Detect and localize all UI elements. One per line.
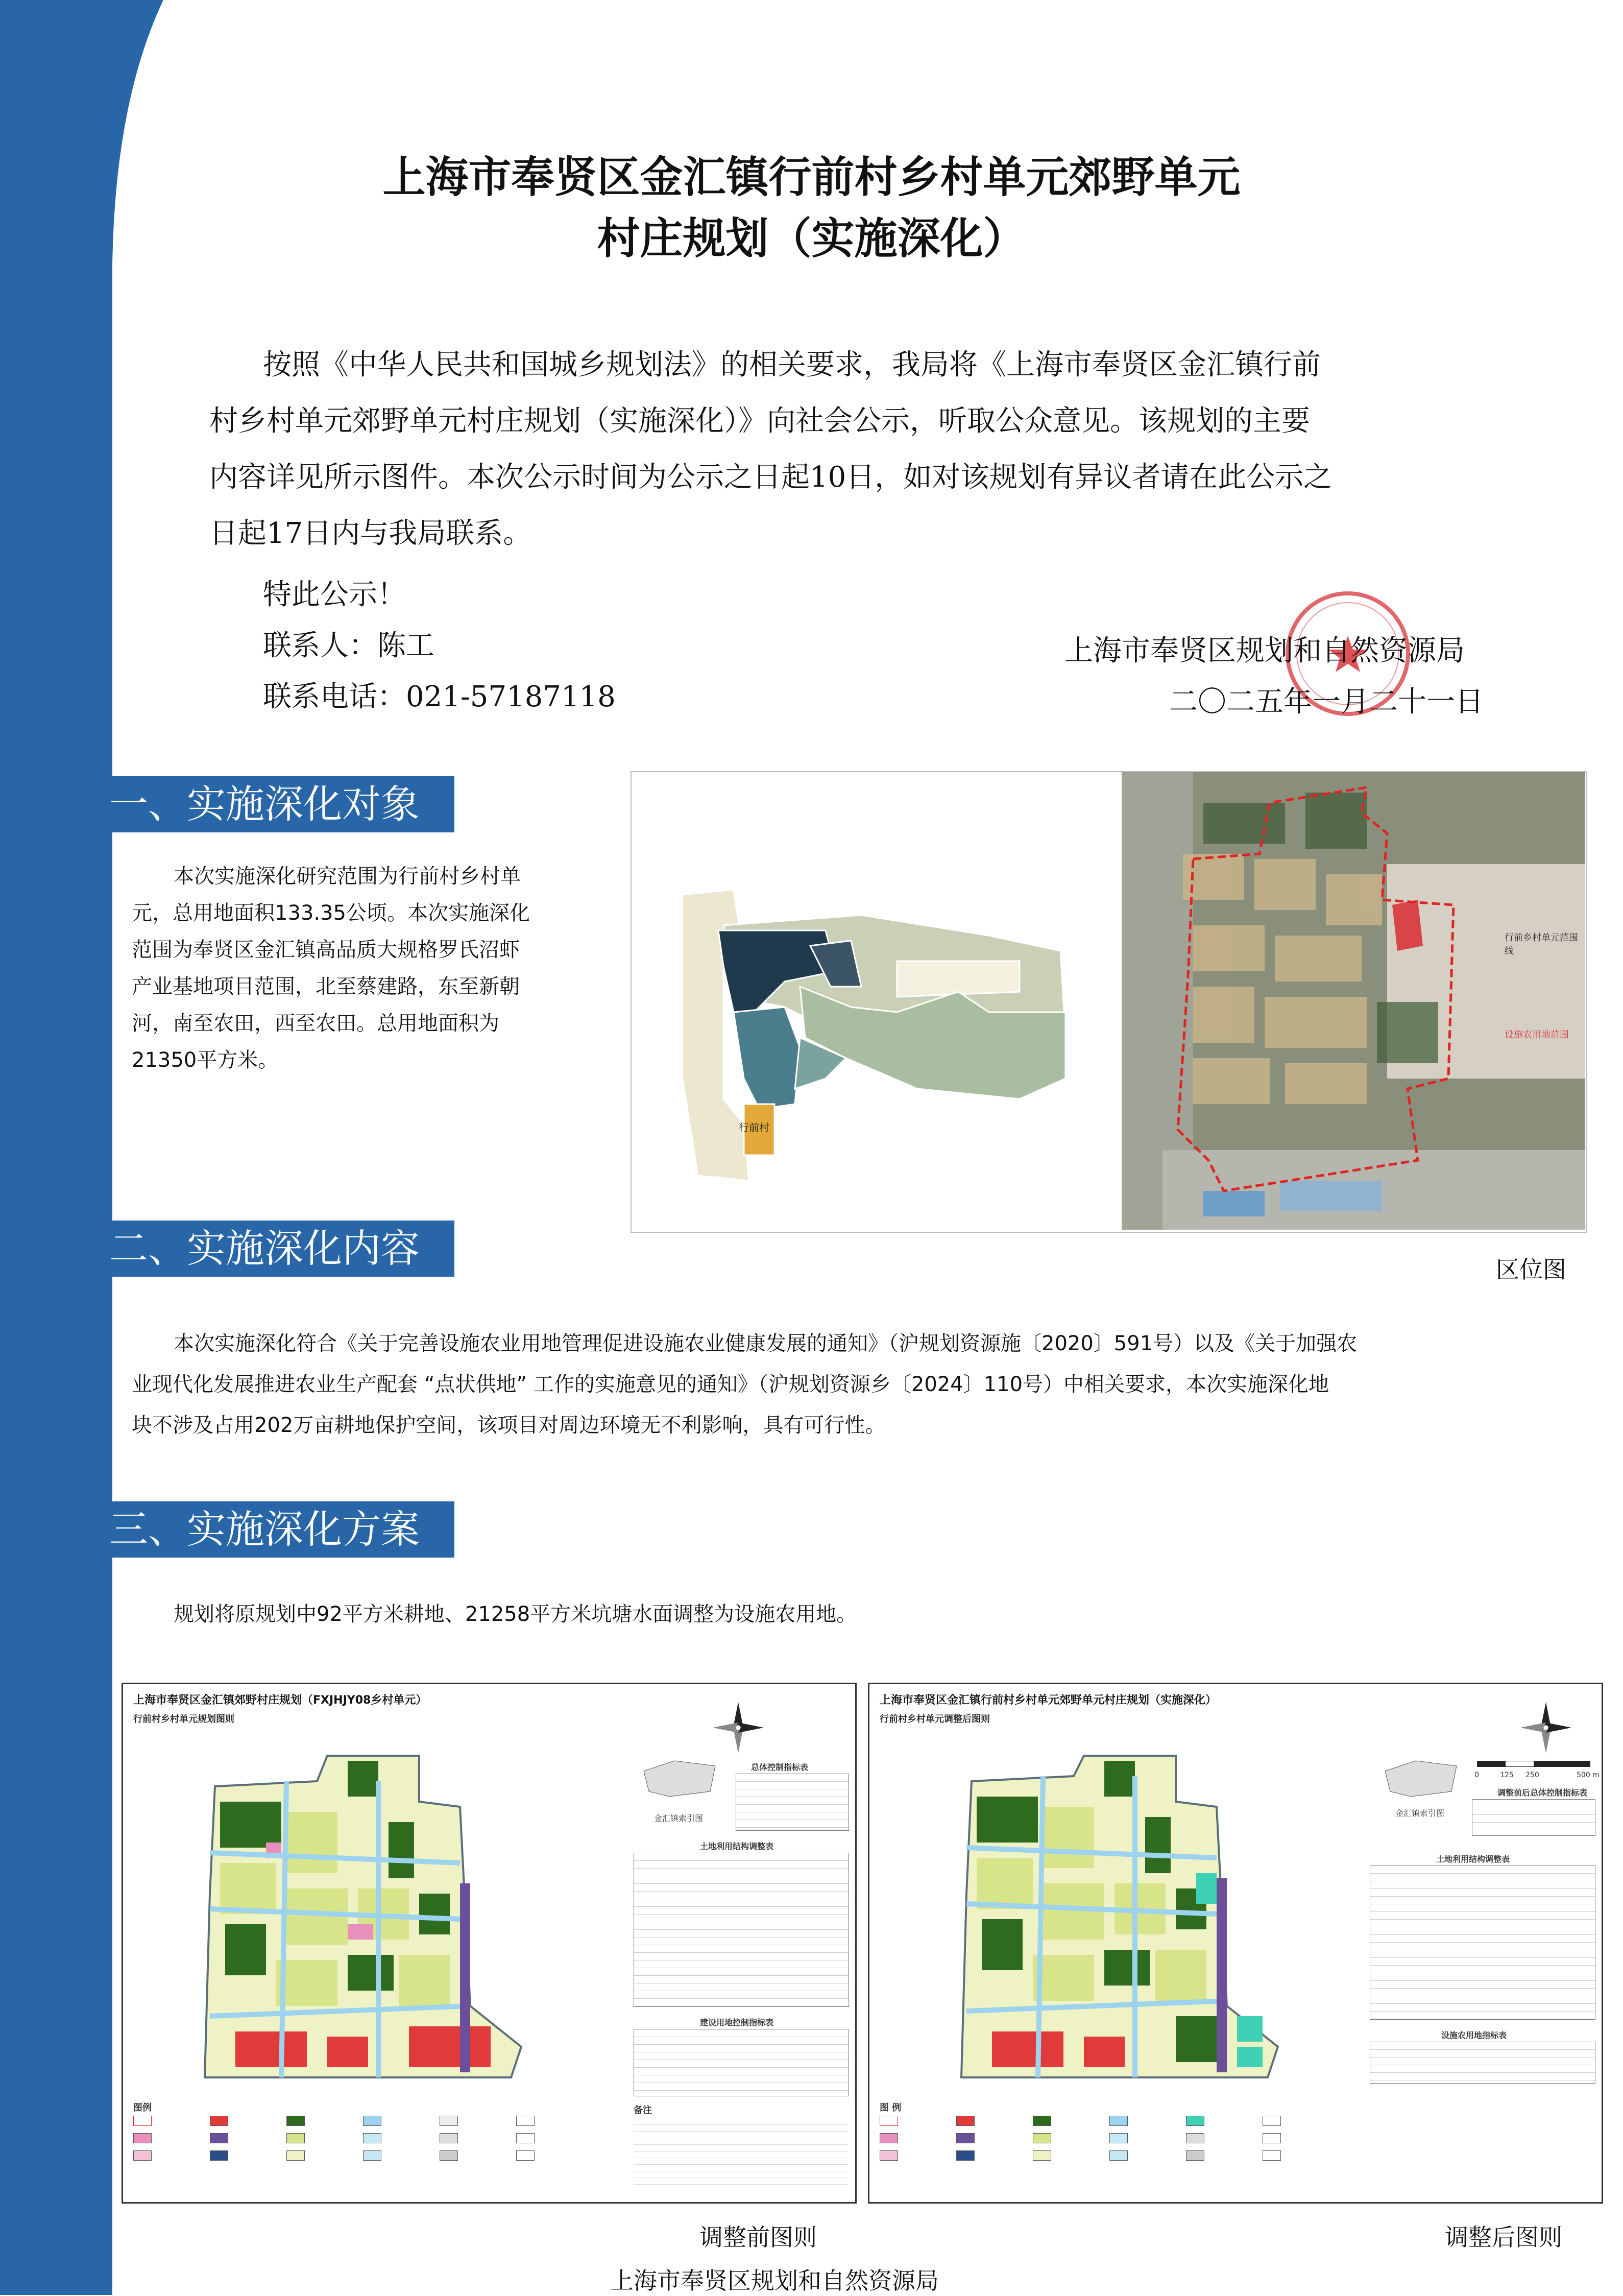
contact-phone: 联系电话：021-57187118: [263, 680, 616, 713]
plan-after-caption: 调整后图则: [1445, 2223, 1562, 2251]
section1-line-5: 河，南至农田，西至农田。总用地面积为: [132, 1012, 499, 1035]
index-map: [639, 1751, 720, 1807]
notice-line-1: 按照《中华人民共和国城乡规划法》的相关要求，我局将《上海市奉贤区金汇镇行前: [263, 348, 1321, 381]
location-map-panel: [631, 771, 1587, 1233]
scale-label-0: 0: [1474, 1771, 1479, 1779]
issue-date: 二〇二五年一月二十一日: [1169, 685, 1484, 719]
plan-before-legend: [133, 2116, 623, 2192]
plan-before-index-label: 金汇镇索引图: [654, 1813, 704, 1823]
section2-line-2: 业现代化发展推进农业生产配套 “点状供地” 工作的实施意见的通知》（沪规划资源乡〔2024〕110号）中相关要求，本次实施深化地: [132, 1373, 1329, 1396]
notice-line-2: 村乡村单元郊野单元村庄规划（实施深化）》向社会公示，听取公众意见。该规划的主要: [209, 404, 1310, 438]
plan-before-notes: 备注: [634, 2105, 652, 2116]
plan-after-table3: [1370, 2042, 1595, 2084]
plan-before-table3: [634, 2029, 849, 2096]
section1-line-6: 21350平方米。: [132, 1048, 279, 1072]
plan-after-subtitle: 行前村乡村单元调整后图则: [880, 1714, 990, 1725]
section2-line-1: 本次实施深化符合《关于完善设施农业用地管理促进设施农业健康发展的通知》（沪规划资源施〔2020〕591号）以及《关于加强农: [174, 1332, 1358, 1355]
plan-after-table2: [1370, 1865, 1595, 2020]
notice-line-4: 日起17日内与我局联系。: [209, 517, 532, 550]
section2-heading: 二、实施深化内容: [92, 1221, 454, 1277]
index-map-after: [1380, 1751, 1462, 1807]
plan-after-table3-title: 设施农用地指标表: [1441, 2030, 1507, 2040]
section2-line-3: 块不涉及占用202万亩耕地保护空间，该项目对周边环境无不利影响，具有可行性。: [132, 1414, 886, 1437]
section3-heading: 三、实施深化方案: [92, 1501, 454, 1558]
issuer-name: 上海市奉贤区规划和自然资源局: [1064, 634, 1465, 667]
plan-after-panel: [868, 1683, 1603, 2204]
section1-heading: 一、实施深化对象: [92, 776, 454, 832]
plan-before-notes-text: [634, 2118, 848, 2190]
section3-line: 规划将原规划中92平方米耕地、21258平方米坑塘水面调整为设施农用地。: [174, 1603, 857, 1626]
plan-before-caption: 调整前图则: [699, 2223, 817, 2251]
notice-special: 特此公示！: [263, 578, 406, 611]
plan-after-index-label: 金汇镇索引图: [1395, 1808, 1445, 1818]
section1-line-4: 产业基地项目范围，北至蔡建路，东至新朝: [132, 975, 520, 998]
footer-issuer: 上海市奉贤区规划和自然资源局: [610, 2267, 939, 2294]
plan-before-table3-title: 建设用地控制指标表: [700, 2018, 774, 2027]
plan-before-table2: [634, 1853, 849, 2007]
notice-line-3: 内容详见所示图件。本次公示时间为公示之日起10日，如对该规划有异议者请在此公示之: [209, 461, 1333, 494]
plan-after-table1: [1472, 1799, 1595, 1836]
plan-after-table1-title: 调整前后总体控制指标表: [1497, 1788, 1588, 1798]
page-title-line2: 村庄规划（实施深化）: [597, 213, 1026, 264]
plan-after-table2-title: 土地利用结构调整表: [1436, 1854, 1510, 1864]
plan-before-table2-title: 土地利用结构调整表: [700, 1841, 774, 1851]
satellite-image: [1122, 772, 1585, 1230]
scale-bar: [1477, 1761, 1590, 1767]
outline-label: 行前乡村单元范围线: [1505, 932, 1578, 956]
north-arrow-icon-after: [1518, 1700, 1574, 1756]
plan-before-panel: [122, 1683, 857, 2204]
section1-line-2: 元，总用地面积133.35公顷。本次实施深化: [132, 901, 530, 925]
plan-before-table1: [736, 1774, 849, 1831]
plan-before-title: 上海市奉贤区金汇镇郊野村庄规划（FXJHJY08乡村单元）: [133, 1694, 427, 1707]
town-map: [632, 772, 1117, 1232]
location-map-caption: 区位图: [1496, 1256, 1566, 1283]
plan-before-map: [133, 1740, 618, 2093]
plan-after-legend: [880, 2116, 1370, 2192]
scale-label-500: 500 m: [1577, 1771, 1600, 1779]
page-title-line1: 上海市奉贤区金汇镇行前村乡村单元郊野单元: [382, 152, 1241, 202]
site-label: 设施农用地范围: [1505, 1030, 1569, 1040]
section1-line-3: 范围为奉贤区金汇镇高品质大规格罗氏沼虾: [132, 938, 520, 962]
plan-after-legend-title: 图 例: [880, 2102, 902, 2113]
scale-label-125: 125: [1500, 1771, 1514, 1779]
contact-person: 联系人：陈工: [263, 629, 434, 662]
scale-label-250: 250: [1525, 1771, 1539, 1779]
plan-before-legend-title: 图例: [133, 2102, 152, 2113]
plan-before-subtitle: 行前村乡村单元规划图则: [133, 1714, 234, 1725]
village-label: 行前村: [739, 1121, 769, 1134]
plan-before-table1-title: 总体控制指标表: [751, 1762, 809, 1772]
section1-line-1: 本次实施深化研究范围为行前村乡村单: [174, 865, 521, 888]
north-arrow-icon: [710, 1700, 766, 1756]
plan-after-map: [880, 1740, 1365, 2093]
plan-after-title: 上海市奉贤区金汇镇行前村乡村单元郊野单元村庄规划（实施深化）: [880, 1694, 1217, 1707]
